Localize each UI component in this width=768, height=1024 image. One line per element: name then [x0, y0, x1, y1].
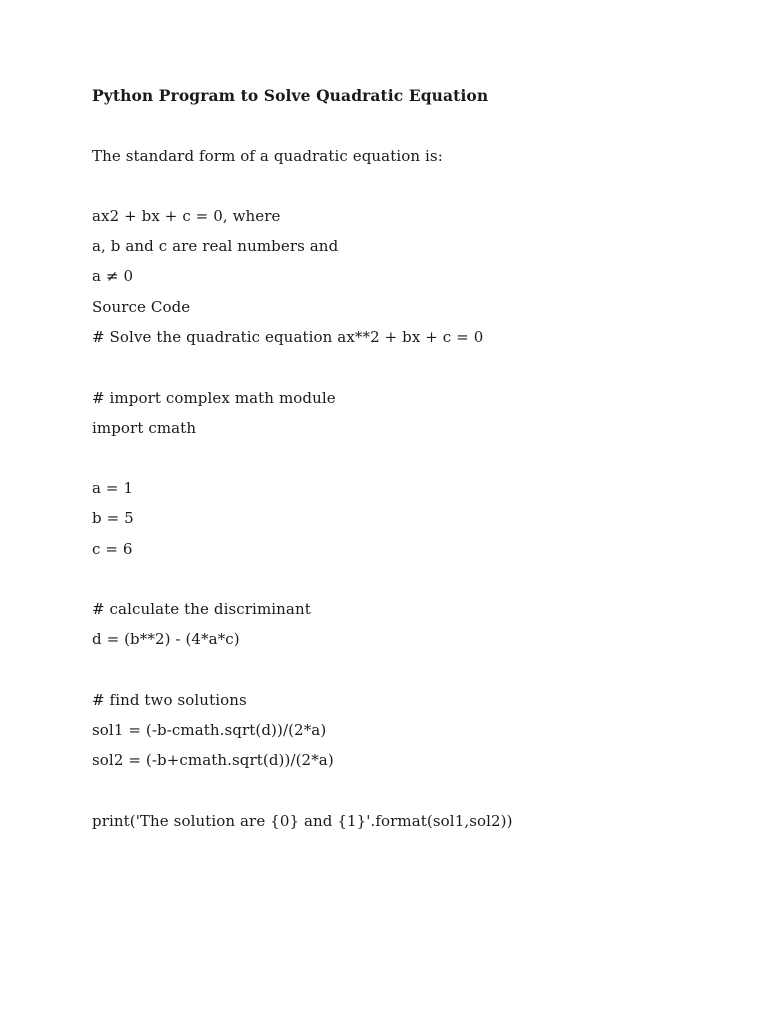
text-line-real-numbers: a, b and c are real numbers and	[92, 237, 339, 255]
text-line-standard-form-intro: The standard form of a quadratic equation is:	[92, 147, 443, 165]
code-line-comment-solve: # Solve the quadratic equation ax**2 + bx + c = 0	[92, 328, 484, 346]
document-title: Python Program to Solve Quadratic Equation	[92, 86, 489, 105]
code-line-assign-a: a = 1	[92, 479, 134, 497]
code-line-discriminant: d = (b**2) - (4*a*c)	[92, 630, 240, 648]
code-line-comment-import: # import complex math module	[92, 389, 336, 407]
code-line-assign-c: c = 6	[92, 540, 133, 558]
text-line-a-not-zero: a ≠ 0	[92, 267, 134, 285]
code-line-comment-solutions: # find two solutions	[92, 691, 247, 709]
code-line-import-cmath: import cmath	[92, 419, 197, 437]
text-line-equation: ax2 + bx + c = 0, where	[92, 207, 281, 225]
code-line-sol2: sol2 = (-b+cmath.sqrt(d))/(2*a)	[92, 751, 334, 769]
code-line-comment-discriminant: # calculate the discriminant	[92, 600, 311, 618]
code-line-sol1: sol1 = (-b-cmath.sqrt(d))/(2*a)	[92, 721, 327, 739]
text-line-source-code-heading: Source Code	[92, 298, 191, 316]
code-line-assign-b: b = 5	[92, 509, 134, 527]
code-line-print: print('The solution are {0} and {1}'.format(sol1,sol2))	[92, 812, 513, 830]
